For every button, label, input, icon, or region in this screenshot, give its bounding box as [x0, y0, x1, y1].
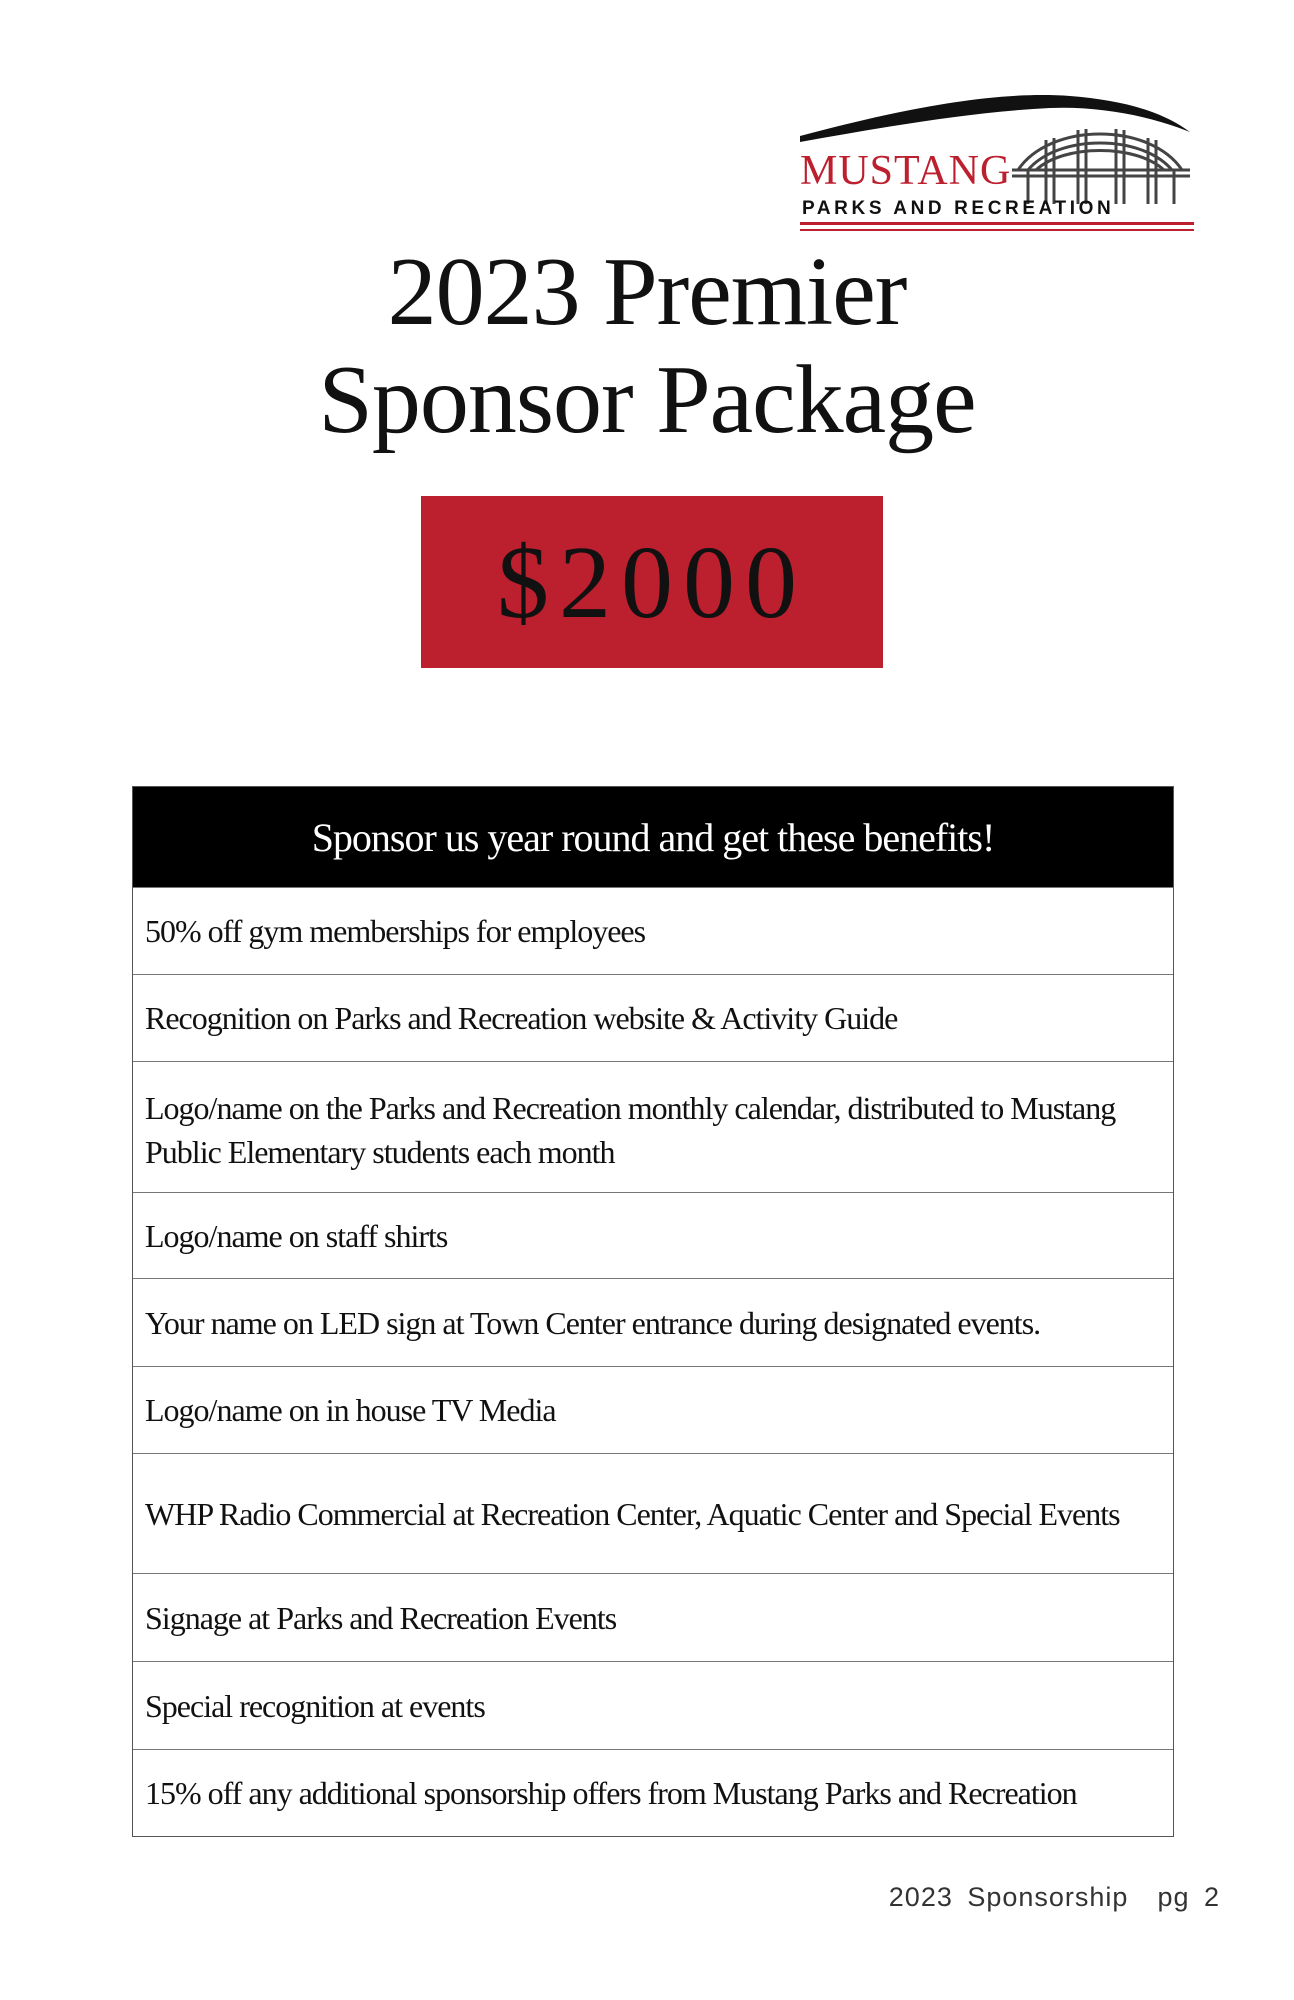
benefit-row: [133, 1366, 1173, 1453]
title-line-1: 2023 Premier: [387, 238, 907, 346]
benefit-row: [133, 1749, 1173, 1836]
benefits-header: Sponsor us year round and get these benefits!: [133, 787, 1173, 887]
logo-subtitle: PARKS AND RECREATION: [802, 198, 1115, 219]
benefit-row: [133, 1192, 1173, 1278]
title-line-2: Sponsor Package: [318, 346, 976, 454]
benefit-text: Recognition on Parks and Recreation website & Activity Guide: [145, 1000, 898, 1036]
benefit-row: [133, 1278, 1173, 1366]
page-title: [0, 238, 1294, 454]
benefit-row: [133, 1061, 1173, 1192]
benefit-row: [133, 887, 1173, 974]
logo-name: MUSTANG: [800, 148, 1012, 194]
benefit-text: Logo/name on staff shirts: [145, 1217, 448, 1254]
benefits-table: [132, 786, 1174, 1837]
benefit-text: 15% off any additional sponsorship offers from Mustang Parks and Recreation: [145, 1775, 1077, 1811]
benefit-text: WHP Radio Commercial at Recreation Center, Aquatic Center and Special Events: [145, 1495, 1120, 1532]
benefit-row: [133, 974, 1173, 1061]
price-badge: [421, 496, 883, 668]
benefit-text: Logo/name on the Parks and Recreation monthly calendar, distributed to Mustang Public Elementary students each month: [145, 1090, 1116, 1170]
benefit-text: Signage at Parks and Recreation Events: [145, 1599, 617, 1636]
benefit-row: [133, 1661, 1173, 1749]
benefit-text: Logo/name on in house TV Media: [145, 1392, 556, 1428]
benefit-text: 50% off gym memberships for employees: [145, 913, 646, 949]
price-label: $2000: [497, 524, 807, 640]
benefit-row: [133, 1453, 1173, 1573]
benefit-text: Your name on LED sign at Town Center entrance during designated events.: [145, 1304, 1041, 1341]
page-footer: 2023 Sponsorship pg 2: [888, 1882, 1220, 1912]
benefit-row: [133, 1573, 1173, 1661]
benefit-text: Special recognition at events: [145, 1687, 485, 1724]
mustang-parks-logo: [800, 92, 1196, 242]
